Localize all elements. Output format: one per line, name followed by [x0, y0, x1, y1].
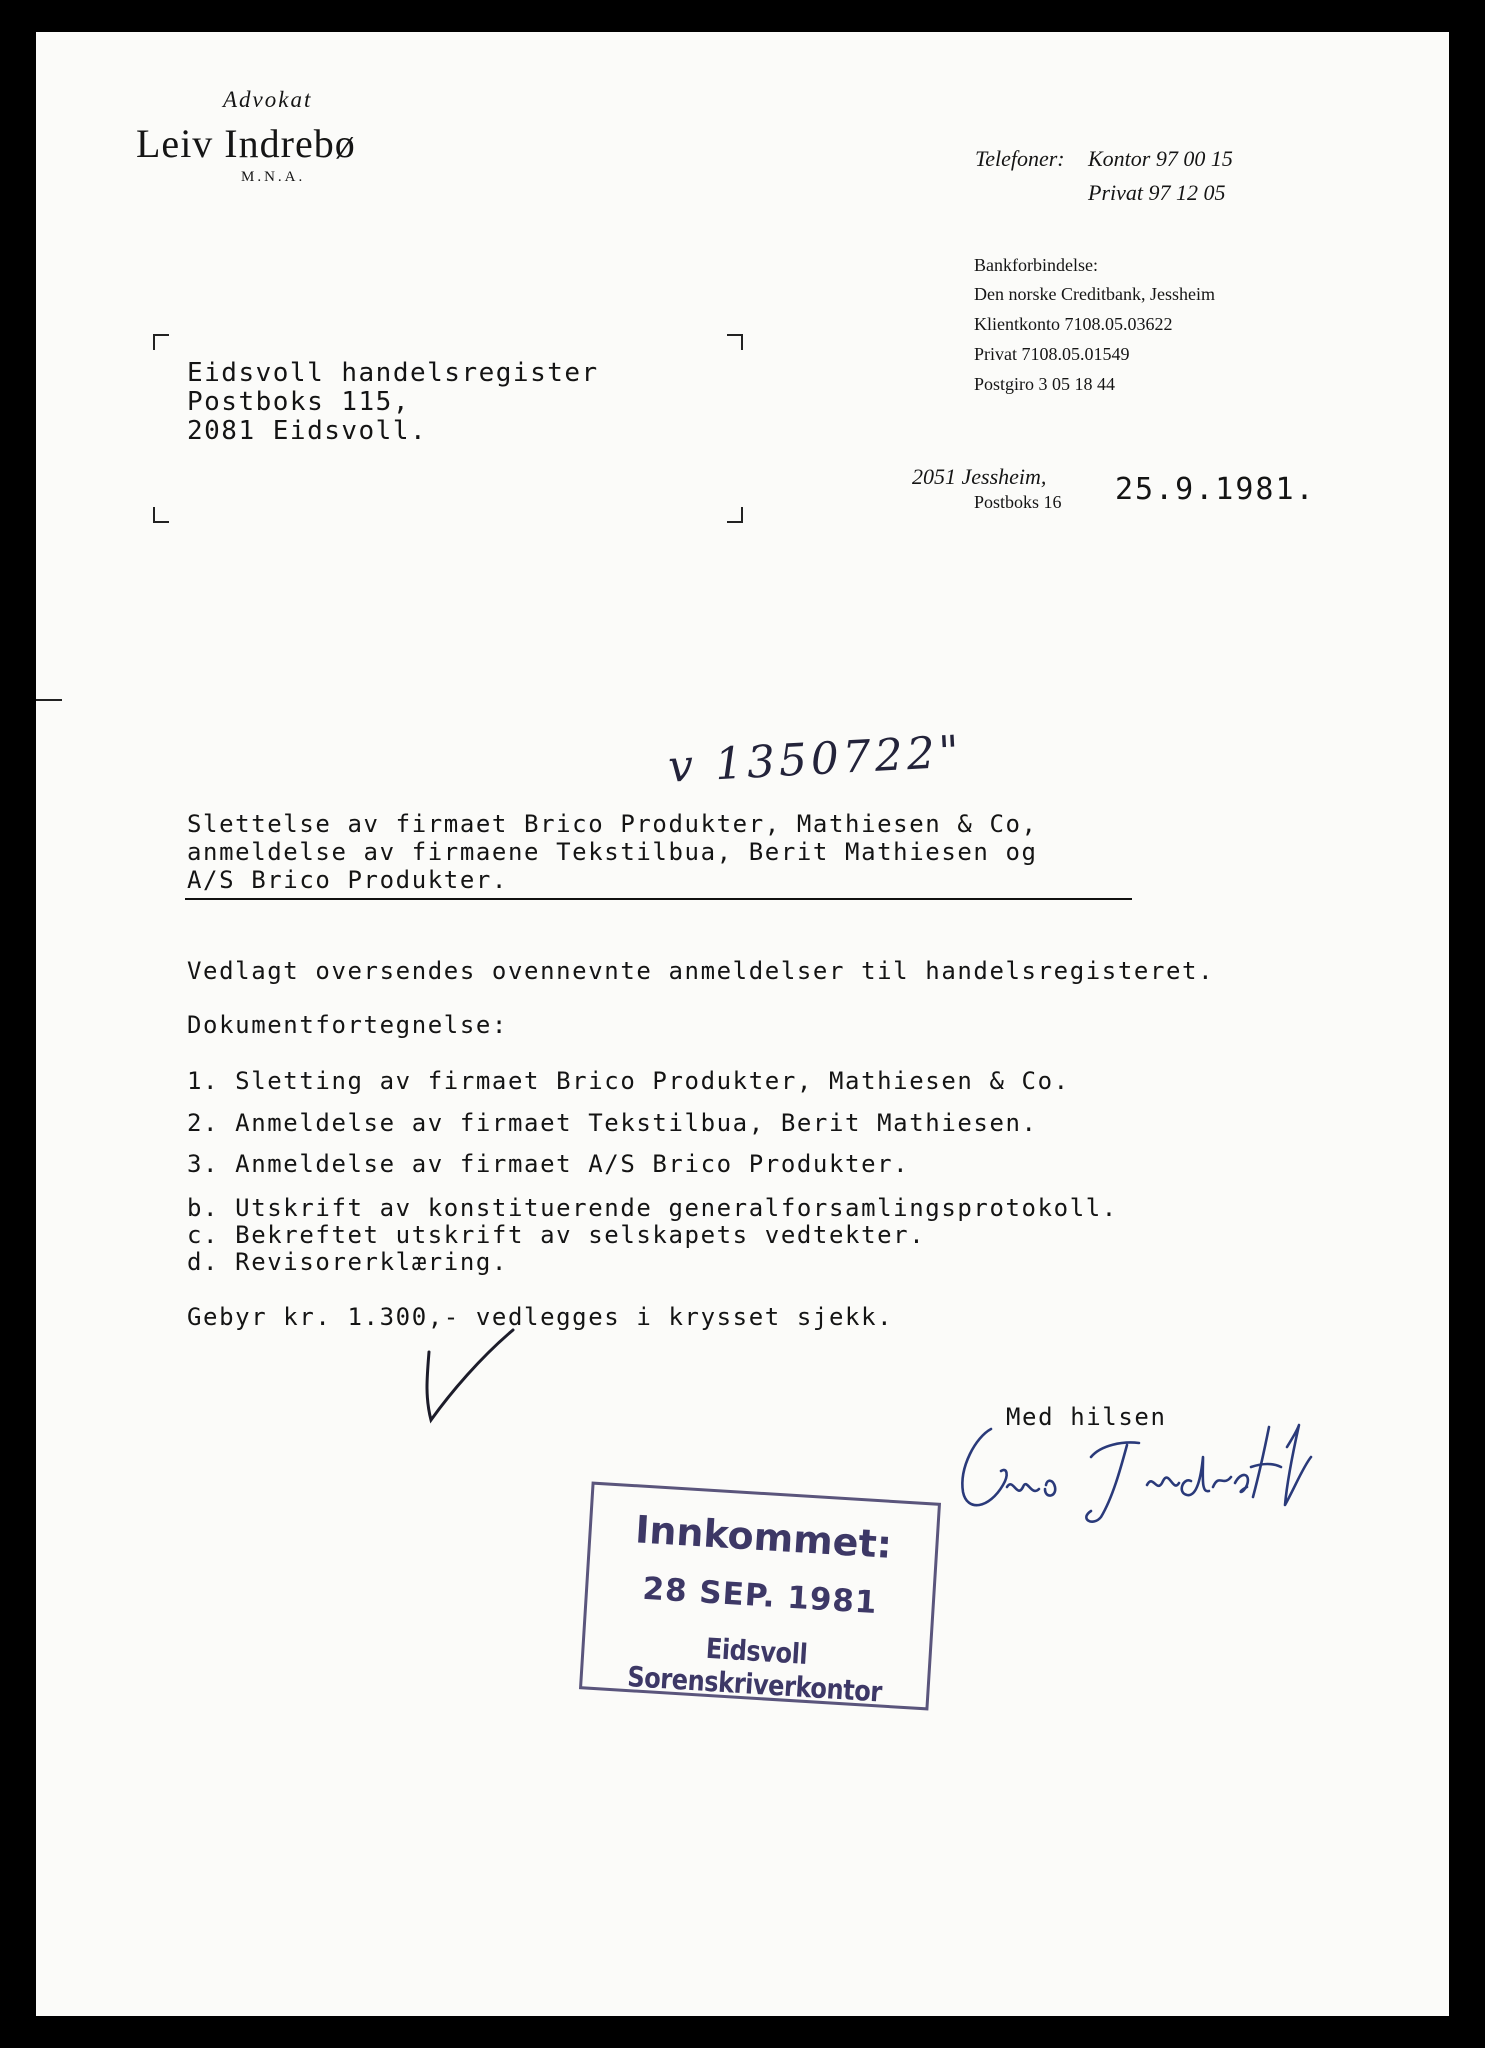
dateline-place: 2051 Jessheim, — [912, 464, 1047, 489]
document-list-item: d. Revisorerklæring. — [187, 1248, 508, 1276]
margin-mark — [36, 699, 62, 701]
checkmark-icon — [421, 1322, 521, 1432]
subject-underline — [185, 898, 1132, 900]
closing-greeting: Med hilsen — [1006, 1403, 1167, 1431]
document-list-item: 1. Sletting av firmaet Brico Produkter, Mathiesen & Co. — [187, 1067, 1070, 1095]
address-corner — [153, 334, 169, 350]
handwritten-reference: v 1350722" — [666, 726, 965, 793]
bank-line: Postgiro 3 05 18 44 — [974, 374, 1116, 394]
stamp-date: 28 SEP. 1981 — [641, 1570, 879, 1622]
bank-line: Den norske Creditbank, Jessheim — [974, 284, 1215, 304]
recipient-line: 2081 Eidsvoll. — [187, 416, 428, 446]
phones-label: Telefoner: — [975, 146, 1065, 171]
address-corner — [727, 507, 743, 523]
intro-paragraph: Vedlagt oversendes ovennevnte anmeldelser til handelsregisteret. — [187, 957, 1215, 985]
document-list-item: 3. Anmeldelse av firmaet A/S Brico Produkter. — [187, 1150, 910, 1178]
letter-date: 25.9.1981. — [1115, 472, 1316, 507]
bank-line: Klientkonto 7108.05.03622 — [974, 314, 1173, 334]
letter-page — [36, 32, 1449, 2016]
subject-line: Slettelse av firmaet Brico Produkter, Mathiesen & Co, — [187, 810, 1038, 838]
address-corner — [727, 334, 743, 350]
stamp-office: Eidsvoll Sorenskriverkontor — [626, 1631, 883, 1709]
phone-private: Privat 97 12 05 — [1088, 180, 1226, 205]
recipient-line: Eidsvoll handelsregister — [187, 358, 599, 388]
dateline-pobox: Postboks 16 — [974, 492, 1062, 512]
signature-icon — [951, 1407, 1371, 1542]
stamp-heading: Innkommet: — [634, 1507, 894, 1567]
letterhead-suffix: M.N.A. — [241, 169, 306, 185]
bank-line: Privat 7108.05.01549 — [974, 344, 1130, 364]
letterhead-title: Advokat — [223, 87, 313, 112]
received-stamp — [579, 1482, 941, 1711]
address-corner — [153, 507, 169, 523]
document-list-item: c. Bekreftet utskrift av selskapets vedtekter. — [187, 1221, 926, 1249]
subject-line: A/S Brico Produkter. — [187, 866, 508, 894]
recipient-line: Postboks 115, — [187, 387, 410, 417]
document-list-heading: Dokumentfortegnelse: — [187, 1011, 508, 1039]
document-list-item: 2. Anmeldelse av firmaet Tekstilbua, Berit Mathiesen. — [187, 1109, 1038, 1137]
letterhead-name: Leiv Indrebø — [136, 121, 356, 166]
bank-heading: Bankforbindelse: — [974, 255, 1098, 275]
document-list-item: b. Utskrift av konstituerende generalforsamlingsprotokoll. — [187, 1194, 1118, 1222]
phone-office: Kontor 97 00 15 — [1088, 146, 1233, 171]
subject-line: anmeldelse av firmaene Tekstilbua, Berit Mathiesen og — [187, 838, 1038, 866]
fee-line: Gebyr kr. 1.300,- vedlegges i krysset sjekk. — [187, 1303, 894, 1331]
